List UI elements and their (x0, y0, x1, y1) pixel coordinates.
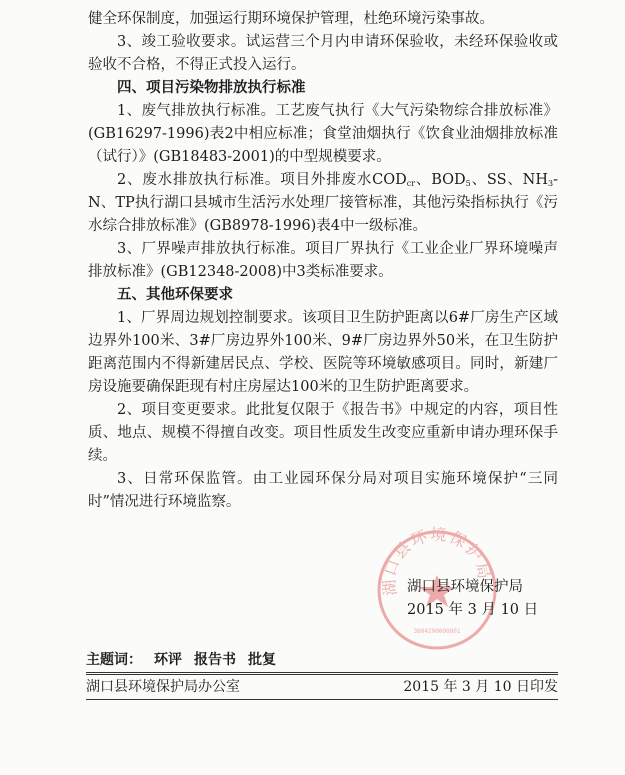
text-run: -N、TP执行湖口县城市生活污水处理厂接管标准，其他污染指标执行《污水综合排放标准》(GB8978-1996)表4中一级标准。 (88, 172, 558, 234)
paragraph: 健全环保制度，加强运行期环境保护管理，杜绝环境污染事故。 (88, 11, 494, 27)
keyword: 批复 (248, 652, 276, 668)
seal-code: 3604290000001 (413, 628, 461, 635)
document-footer (86, 648, 558, 700)
document-body (88, 8, 558, 514)
paragraph: 1、废气排放执行标准。工艺废气执行《大气污染物综合排放标准》(GB16297-1996)表2中相应标准；食堂油烟执行《饮食业油烟排放标准（试行）》(GB18483-2001)的中型规模要求。 (88, 103, 558, 165)
print-date: 2015 年 3 月 10 日印发 (403, 679, 558, 695)
keywords-line (86, 648, 558, 672)
subscript: cr (406, 179, 416, 188)
paragraph: 3、厂界噪声排放执行标准。项目厂界执行《工业企业厂界环境噪声排放标准》(GB12348-2008)中3类标准要求。 (88, 241, 558, 280)
issuing-office: 湖口县环境保护局办公室 (86, 679, 240, 695)
signature-block (407, 576, 557, 622)
text-run: 2、废水排放执行标准。项目外排废水COD (117, 172, 407, 188)
section-heading: 五、其他环保要求 (117, 287, 233, 303)
paragraph: 3、日常环保监管。由工业园环保分局对项目实施环境保护“三同时”情况进行环境监察。 (88, 471, 558, 510)
keywords-label: 主题词： (86, 652, 142, 668)
divider (86, 699, 558, 700)
subscript: 3 (548, 179, 554, 188)
seal-arc-text: 湖口县环境保护局 (379, 525, 495, 597)
signing-organization: 湖口县环境保护局 (407, 579, 523, 595)
text-run: 、SS、NH (470, 172, 548, 188)
text-run: 、BOD (415, 172, 466, 188)
paragraph: 3、竣工验收要求。试运营三个月内申请环保验收，未经环保验收或验收不合格，不得正式投入运行。 (88, 34, 558, 73)
section-heading: 四、项目污染物排放执行标准 (117, 80, 306, 96)
keyword: 环评 (154, 652, 182, 668)
keyword: 报告书 (194, 652, 236, 668)
issue-line (86, 675, 558, 699)
subscript: 5 (465, 179, 471, 188)
signing-date: 2015 年 3 月 10 日 (407, 602, 539, 618)
paragraph: 1、厂界周边规划控制要求。该项目卫生防护距离以6#厂房生产区域边界外100米、3#厂房边界外100米、9#厂房边界外50米，在卫生防护距离范围内不得新建居民点、学校、医院等环境敏感项目。同时，新建厂房设施要确保距现有村庄房屋达100米的卫生防护距离要求。 (88, 310, 558, 395)
paragraph (88, 169, 558, 238)
paragraph: 2、项目变更要求。此批复仅限于《报告书》中规定的内容，项目性质、地点、规模不得擅自改变。项目性质发生改变应重新申请办理环保手续。 (88, 402, 558, 464)
